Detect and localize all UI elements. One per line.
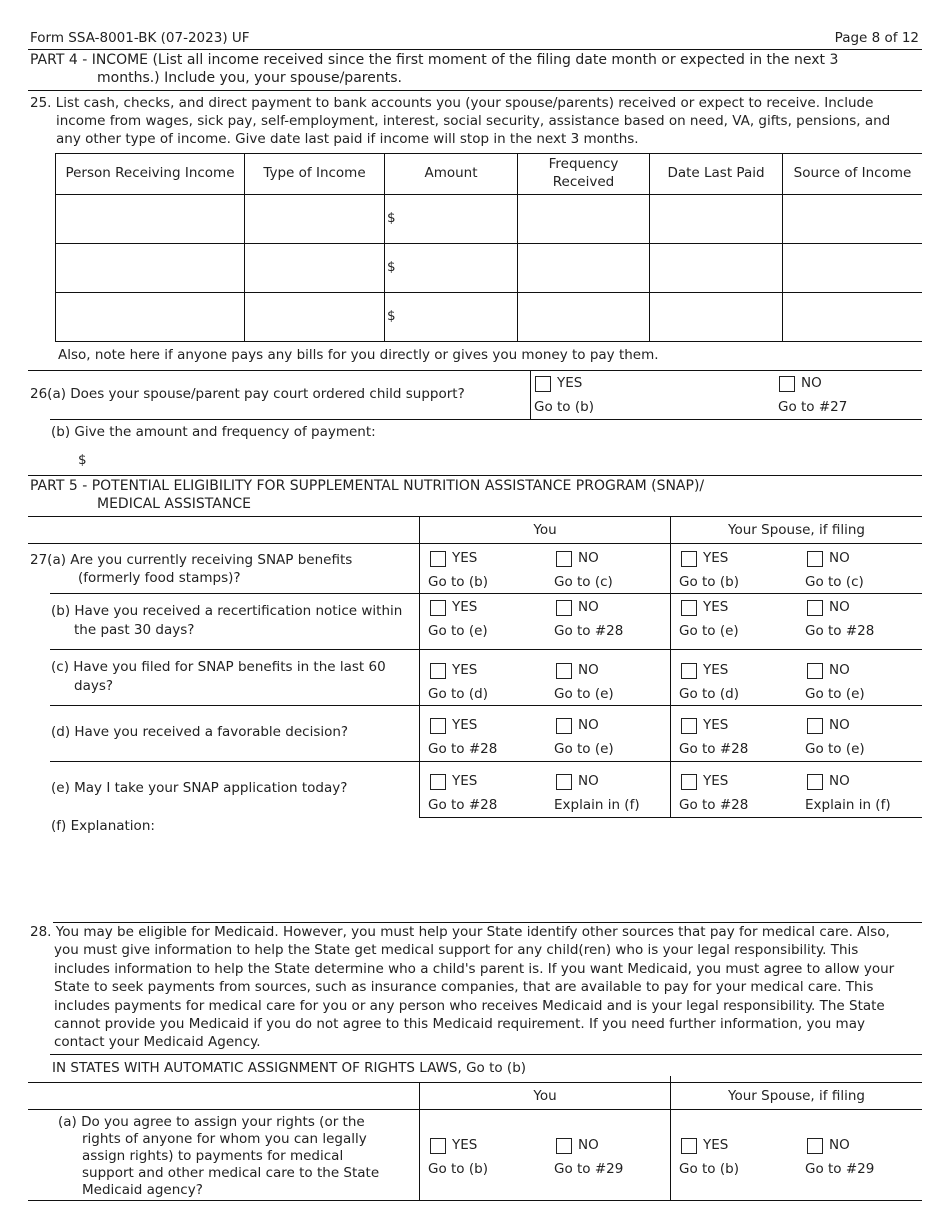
q26a-no-checkbox[interactable]: [779, 376, 795, 392]
q27b-spouse-no-checkbox[interactable]: [807, 600, 823, 616]
q27f-label: (f) Explanation:: [51, 818, 155, 834]
q27a-spouse-yes-checkbox[interactable]: [681, 551, 697, 567]
q27b-you-yes-label: YES: [452, 599, 478, 615]
q27d-you-yes-label: YES: [452, 717, 478, 733]
q27c-you-yes-goto: Go to (d): [428, 686, 488, 702]
q27a-spouse-yes-label: YES: [703, 550, 729, 566]
q27d-you-no-goto: Go to (e): [554, 741, 614, 757]
q27e-you-no-goto: Explain in (f): [554, 797, 640, 813]
q28-line: includes information to help the State determine who a child's parent is. If you want Medicaid, you must agree to allow your: [54, 960, 895, 977]
q27a-you-no-goto: Go to (c): [554, 574, 613, 590]
q27d-spouse-no-label: NO: [829, 717, 850, 733]
q28a-you-no-checkbox[interactable]: [556, 1138, 572, 1154]
q27c-spouse-yes-checkbox[interactable]: [681, 663, 697, 679]
col-amount: Amount: [424, 165, 478, 182]
q28a-line: assign rights) to payments for medical: [82, 1148, 344, 1164]
q27a-you-no-checkbox[interactable]: [556, 551, 572, 567]
q28a-line: (a) Do you agree to assign your rights (or the: [58, 1114, 365, 1130]
q27e-text: (e) May I take your SNAP application today?: [51, 780, 348, 796]
q27e-spouse-yes-goto: Go to #28: [679, 797, 749, 813]
q27b-you-no-goto: Go to #28: [554, 623, 624, 639]
q27d-you-yes-goto: Go to #28: [428, 741, 498, 757]
q28-line: cannot provide you Medicaid if you do not agree to this Medicaid requirement. If you need further information, you may: [54, 1016, 865, 1032]
q27d-you-yes-checkbox[interactable]: [430, 718, 446, 734]
q27d-spouse-no-checkbox[interactable]: [807, 718, 823, 734]
q26a-yes-label: YES: [557, 375, 583, 391]
q26b-text: (b) Give the amount and frequency of payment:: [51, 424, 376, 440]
q27b-spouse-yes-goto: Go to (e): [679, 623, 739, 639]
amount-dollar-3: $: [387, 308, 396, 324]
part4-title: PART 4 - INCOME (List all income received since the first moment of the filing date month or expected in the next 3: [30, 52, 839, 68]
q27c-spouse-no-label: NO: [829, 662, 850, 678]
q27e-spouse-yes-checkbox[interactable]: [681, 774, 697, 790]
q27a-text-2: (formerly food stamps)?: [78, 570, 241, 586]
q26a-no-goto: Go to #27: [778, 399, 848, 415]
q27e-spouse-no-label: NO: [829, 773, 850, 789]
q27a-spouse-yes-goto: Go to (b): [679, 574, 739, 590]
q27e-you-no-checkbox[interactable]: [556, 774, 572, 790]
q27e-you-yes-label: YES: [452, 773, 478, 789]
q27c-spouse-yes-label: YES: [703, 662, 729, 678]
q27d-spouse-yes-goto: Go to #28: [679, 741, 749, 757]
col-source: Source of Income: [793, 165, 912, 182]
q27b-spouse-yes-checkbox[interactable]: [681, 600, 697, 616]
q27c-you-yes-checkbox[interactable]: [430, 663, 446, 679]
col-date-last-paid: Date Last Paid: [667, 165, 765, 182]
col-type: Type of Income: [263, 165, 366, 182]
q27a-you-yes-goto: Go to (b): [428, 574, 488, 590]
col-frequency: Frequency Received: [548, 156, 619, 190]
q28a-line: support and other medical care to the State: [82, 1165, 380, 1181]
q27e-you-yes-goto: Go to #28: [428, 797, 498, 813]
q27e-you-yes-checkbox[interactable]: [430, 774, 446, 790]
part5-title: PART 5 - POTENTIAL ELIGIBILITY FOR SUPPLEMENTAL NUTRITION ASSISTANCE PROGRAM (SNAP)/: [30, 478, 705, 494]
amount-dollar-2: $: [387, 259, 396, 275]
amount-dollar-1: $: [387, 210, 396, 226]
q27a-text: 27(a) Are you currently receiving SNAP benefits: [30, 552, 353, 568]
q28a-spouse-yes-checkbox[interactable]: [681, 1138, 697, 1154]
q26a-yes-checkbox[interactable]: [535, 376, 551, 392]
q27e-spouse-no-checkbox[interactable]: [807, 774, 823, 790]
q27a-you-yes-checkbox[interactable]: [430, 551, 446, 567]
q27-col-you: You: [533, 522, 557, 538]
q28a-spouse-no-checkbox[interactable]: [807, 1138, 823, 1154]
q27e-spouse-no-goto: Explain in (f): [805, 797, 891, 813]
q27a-spouse-no-label: NO: [829, 550, 850, 566]
q28a-you-yes-goto: Go to (b): [428, 1161, 488, 1177]
q27b-text-2: the past 30 days?: [74, 622, 195, 638]
q28a-spouse-yes-label: YES: [703, 1137, 729, 1153]
part4-title-cont: months.) Include you, your spouse/parents.: [97, 70, 402, 86]
part5-title-cont: MEDICAL ASSISTANCE: [97, 496, 251, 512]
q28a-text: [58, 1114, 379, 1199]
q27c-you-no-checkbox[interactable]: [556, 663, 572, 679]
q27a-you-yes-label: YES: [452, 550, 478, 566]
page-number: Page 8 of 12: [834, 30, 919, 46]
form-id: Form SSA-8001-BK (07-2023) UF: [30, 30, 250, 46]
q27c-spouse-yes-goto: Go to (d): [679, 686, 739, 702]
q28a-line: Medicaid agency?: [82, 1182, 203, 1198]
q28a-spouse-yes-goto: Go to (b): [679, 1161, 739, 1177]
q28-line: contact your Medicaid Agency.: [54, 1034, 261, 1051]
q27c-text: (c) Have you filed for SNAP benefits in the last 60: [51, 659, 386, 675]
q27d-you-no-checkbox[interactable]: [556, 718, 572, 734]
q28a-spouse-no-label: NO: [829, 1137, 850, 1153]
q28a-you-no-label: NO: [578, 1137, 599, 1153]
q27c-you-no-goto: Go to (e): [554, 686, 614, 702]
q27b-you-no-label: NO: [578, 599, 599, 615]
q28-line: you must give information to help the State get medical support for any child(ren) who is your legal responsibility. This: [54, 942, 859, 959]
q28-states-heading: IN STATES WITH AUTOMATIC ASSIGNMENT OF RIGHTS LAWS, Go to (b): [52, 1060, 527, 1076]
q28a-spouse-no-goto: Go to #29: [805, 1161, 875, 1177]
q27a-spouse-no-goto: Go to (c): [805, 574, 864, 590]
income-table: [55, 153, 922, 343]
q26b-dollar: $: [78, 452, 87, 468]
q28a-you-yes-checkbox[interactable]: [430, 1138, 446, 1154]
q27c-you-yes-label: YES: [452, 662, 478, 678]
q27c-you-no-label: NO: [578, 662, 599, 678]
q27a-you-no-label: NO: [578, 550, 599, 566]
q27e-you-no-label: NO: [578, 773, 599, 789]
q25-text: 25. List cash, checks, and direct payment to bank accounts you (your spouse/parents) received or expect to receive. Include: [30, 95, 874, 111]
q27b-you-yes-checkbox[interactable]: [430, 600, 446, 616]
q27c-text-2: days?: [74, 678, 114, 694]
q25-text-3: any other type of income. Give date last paid if income will stop in the next 3 months.: [56, 131, 639, 147]
q27b-spouse-no-goto: Go to #28: [805, 623, 875, 639]
q28-col-you: You: [533, 1088, 557, 1104]
q27-col-spouse: Your Spouse, if filing: [728, 522, 865, 538]
q26a-yes-goto: Go to (b): [534, 399, 594, 415]
q27c-spouse-no-checkbox[interactable]: [807, 663, 823, 679]
q27c-spouse-no-goto: Go to (e): [805, 686, 865, 702]
q28a-you-yes-label: YES: [452, 1137, 478, 1153]
q28-col-spouse: Your Spouse, if filing: [728, 1088, 865, 1104]
q26a-no-label: NO: [801, 375, 822, 391]
q27d-spouse-yes-label: YES: [703, 717, 729, 733]
q27b-spouse-yes-label: YES: [703, 599, 729, 615]
income-note: Also, note here if anyone pays any bills for you directly or gives you money to pay them.: [58, 347, 659, 363]
q27b-you-no-checkbox[interactable]: [556, 600, 572, 616]
q27b-text: (b) Have you received a recertification notice within: [51, 603, 403, 619]
col-person: Person Receiving Income: [65, 165, 235, 182]
q27d-text: (d) Have you received a favorable decision?: [51, 724, 349, 740]
q28-line: 28. You may be eligible for Medicaid. However, you must help your State identify other sources that pay for medical care. Also,: [30, 924, 890, 940]
q27e-spouse-yes-label: YES: [703, 773, 729, 789]
q27d-spouse-yes-checkbox[interactable]: [681, 718, 697, 734]
q27d-you-no-label: NO: [578, 717, 599, 733]
q27b-you-yes-goto: Go to (e): [428, 623, 488, 639]
q26a-text: 26(a) Does your spouse/parent pay court ordered child support?: [30, 386, 465, 402]
q27a-spouse-no-checkbox[interactable]: [807, 551, 823, 567]
q27b-spouse-no-label: NO: [829, 599, 850, 615]
q28a-you-no-goto: Go to #29: [554, 1161, 624, 1177]
q28a-line: rights of anyone for whom you can legally: [82, 1131, 367, 1147]
q27d-spouse-no-goto: Go to (e): [805, 741, 865, 757]
q28-line: State to seek payments from sources, such as insurance companies, that are available to pay for your medical care. This: [54, 979, 874, 996]
q28-line: includes payments for medical care for you or any person who receives Medicaid and is your legal responsibility. The State: [54, 997, 885, 1014]
q25-text-2: income from wages, sick pay, self-employment, interest, social security, assistance based on need, VA, gifts, pensions, and: [56, 113, 891, 129]
